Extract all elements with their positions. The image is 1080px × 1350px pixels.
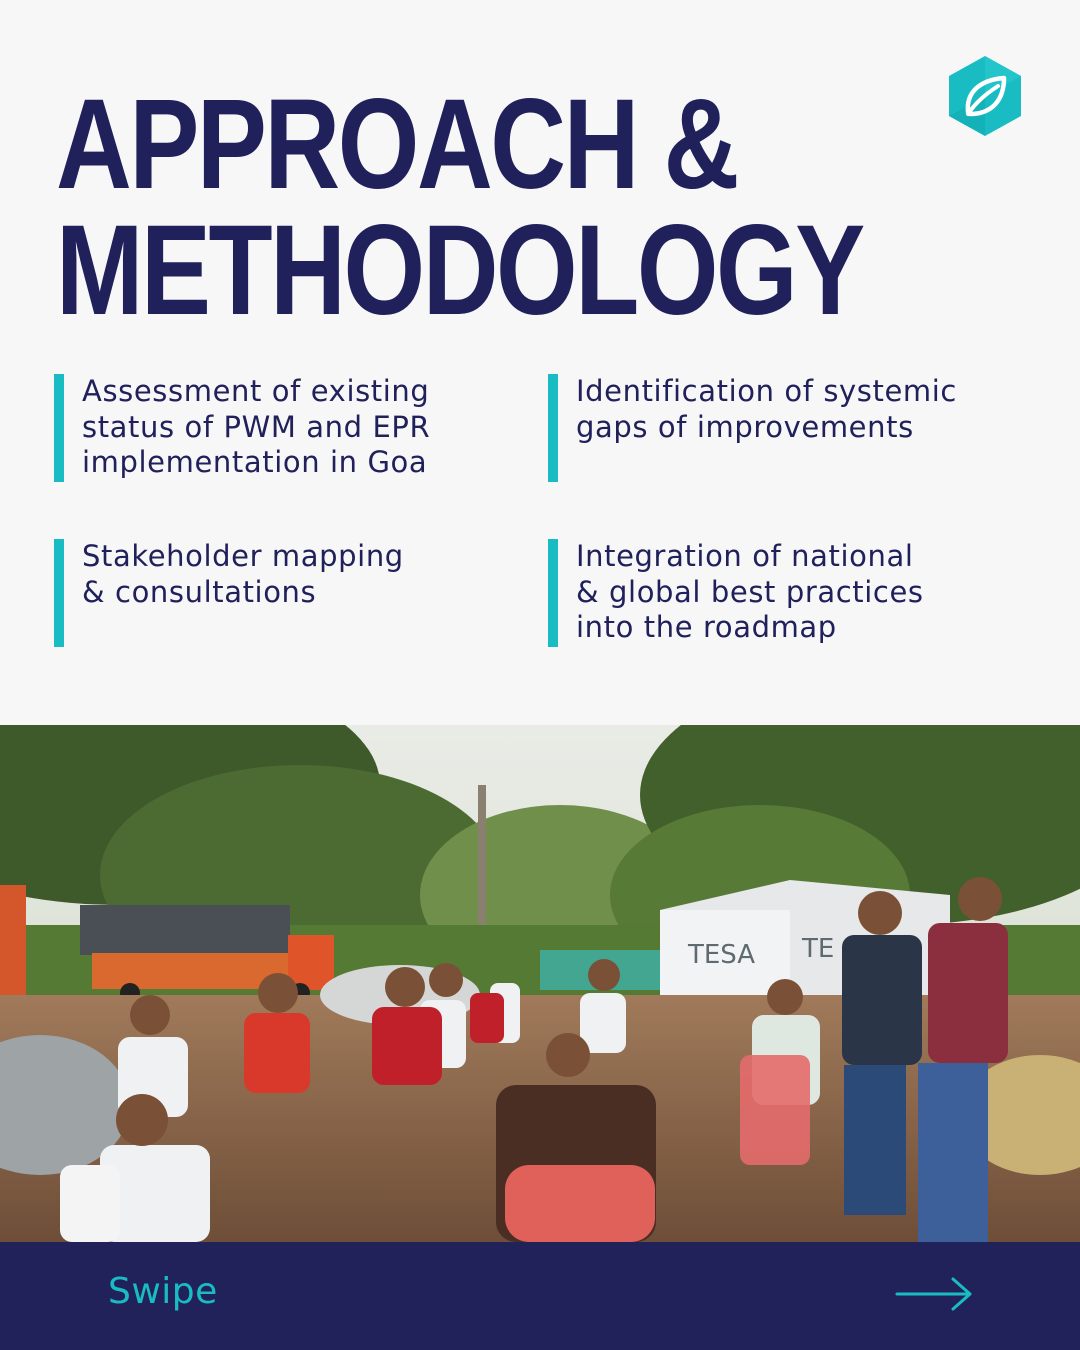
page-title [56, 73, 863, 342]
stakeholder-meeting-photo [0, 725, 1080, 1242]
arrow-right-icon[interactable] [895, 1276, 975, 1312]
swipe-label: Swipe [108, 1271, 218, 1312]
methodology-item-assessment: Assessment of existing status of PWM and EPR implementation in Goa [54, 374, 524, 482]
methodology-item-stakeholder: Stakeholder mapping & consultations [54, 539, 524, 647]
title-line-1: APPROACH & [56, 73, 738, 216]
sign-tesa: TESA [688, 940, 756, 970]
title-line-2: METHODOLOGY [56, 199, 863, 342]
methodology-item-identification: Identification of systemic gaps of improvements [548, 374, 1048, 482]
leaf-hexagon-icon [946, 54, 1024, 138]
sign-te: TE [802, 934, 835, 964]
footer-bar [0, 1242, 1080, 1350]
methodology-item-integration: Integration of national & global best practices into the roadmap [548, 539, 1048, 647]
